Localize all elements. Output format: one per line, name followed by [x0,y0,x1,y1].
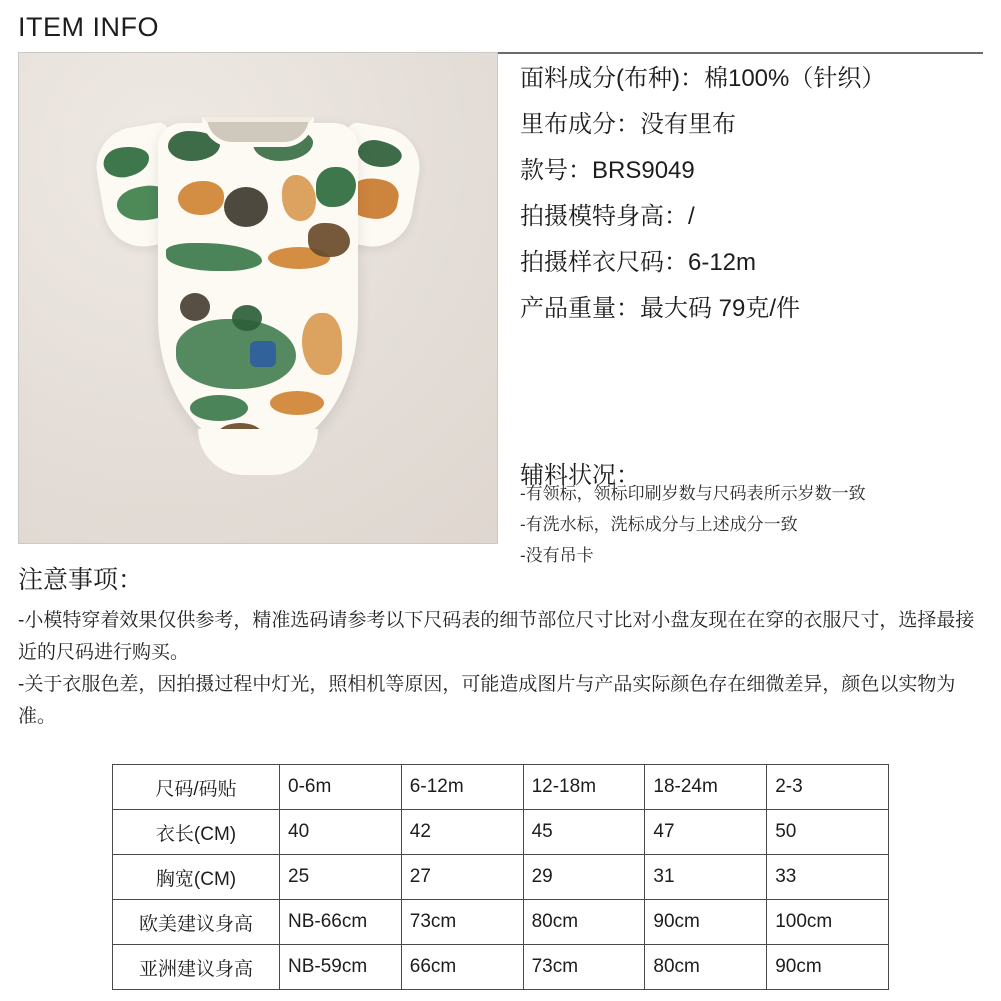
table-row [113,765,889,810]
note-sizing: -小模特穿着效果仅供参考，精准选码请参考以下尺码表的细节部位尺寸比对小盘友现在在穿的衣服尺寸，选择最接近的尺码进行购买。 [18,610,975,663]
row-header-eu-height: 欧美建议身高 [113,900,280,945]
row-header-size: 尺码/码贴 [113,765,280,810]
cell-size-0: 0-6m [280,765,402,810]
notes-title: 注意事项： [18,566,144,594]
spec-fabric: 面料成分(布种)：棉100%（针织） [520,65,886,92]
cell-size-4: 2-3 [767,765,889,810]
spec-sample-size: 拍摄样衣尺码：6-12m [520,249,757,276]
cell-chest-1: 27 [401,855,523,900]
aux-section-title: 辅料状况： [520,462,640,489]
cell-asia-2: 73cm [523,945,645,990]
cell-length-2: 45 [523,810,645,855]
cell-asia-3: 80cm [645,945,767,990]
cell-eu-1: 73cm [401,900,523,945]
aux-list [520,478,990,571]
table-row [113,810,889,855]
cell-asia-4: 90cm [767,945,889,990]
page-header [18,12,983,46]
spec-list [520,56,985,332]
onesie-illustration [108,93,408,513]
cell-eu-4: 100cm [767,900,889,945]
cell-size-3: 18-24m [645,765,767,810]
cell-asia-0: NB-59cm [280,945,402,990]
row-header-length: 衣长(CM) [113,810,280,855]
onesie-collar [202,117,314,147]
cell-length-0: 40 [280,810,402,855]
onesie-crotch [198,429,318,475]
cell-size-2: 12-18m [523,765,645,810]
cell-asia-1: 66cm [401,945,523,990]
cell-eu-3: 90cm [645,900,767,945]
note-color: -关于衣服色差，因拍摄过程中灯光，照相机等原因，可能造成图片与产品实际颜色存在细微差异，颜色以实物为准。 [18,674,956,727]
table-row [113,945,889,990]
cell-eu-0: NB-66cm [280,900,402,945]
size-chart [112,764,889,990]
cell-length-3: 47 [645,810,767,855]
row-header-asia-height: 亚洲建议身高 [113,945,280,990]
onesie-torso [158,123,358,453]
spec-weight: 产品重量：最大码 79克/件 [520,295,801,322]
cell-length-1: 42 [401,810,523,855]
aux-item-neck-label: -有领标，领标印刷岁数与尺码表所示岁数一致 [520,484,866,503]
notes-body [18,605,986,733]
cell-chest-3: 31 [645,855,767,900]
cell-length-4: 50 [767,810,889,855]
aux-item-wash-label: -有洗水标，洗标成分与上述成分一致 [520,515,798,534]
aux-item-hangtag: -没有吊卡 [520,546,594,565]
spec-style-number: 款号：BRS9049 [520,157,695,184]
row-header-chest: 胸宽(CM) [113,855,280,900]
page-title: ITEM INFO [18,12,169,42]
spec-model-height: 拍摄模特身高：/ [520,203,695,230]
cell-chest-4: 33 [767,855,889,900]
table-row [113,855,889,900]
spec-lining: 里布成分：没有里布 [520,111,736,138]
cell-chest-0: 25 [280,855,402,900]
cell-chest-2: 29 [523,855,645,900]
product-photo [18,52,498,544]
cell-eu-2: 80cm [523,900,645,945]
table-row [113,900,889,945]
cell-size-1: 6-12m [401,765,523,810]
